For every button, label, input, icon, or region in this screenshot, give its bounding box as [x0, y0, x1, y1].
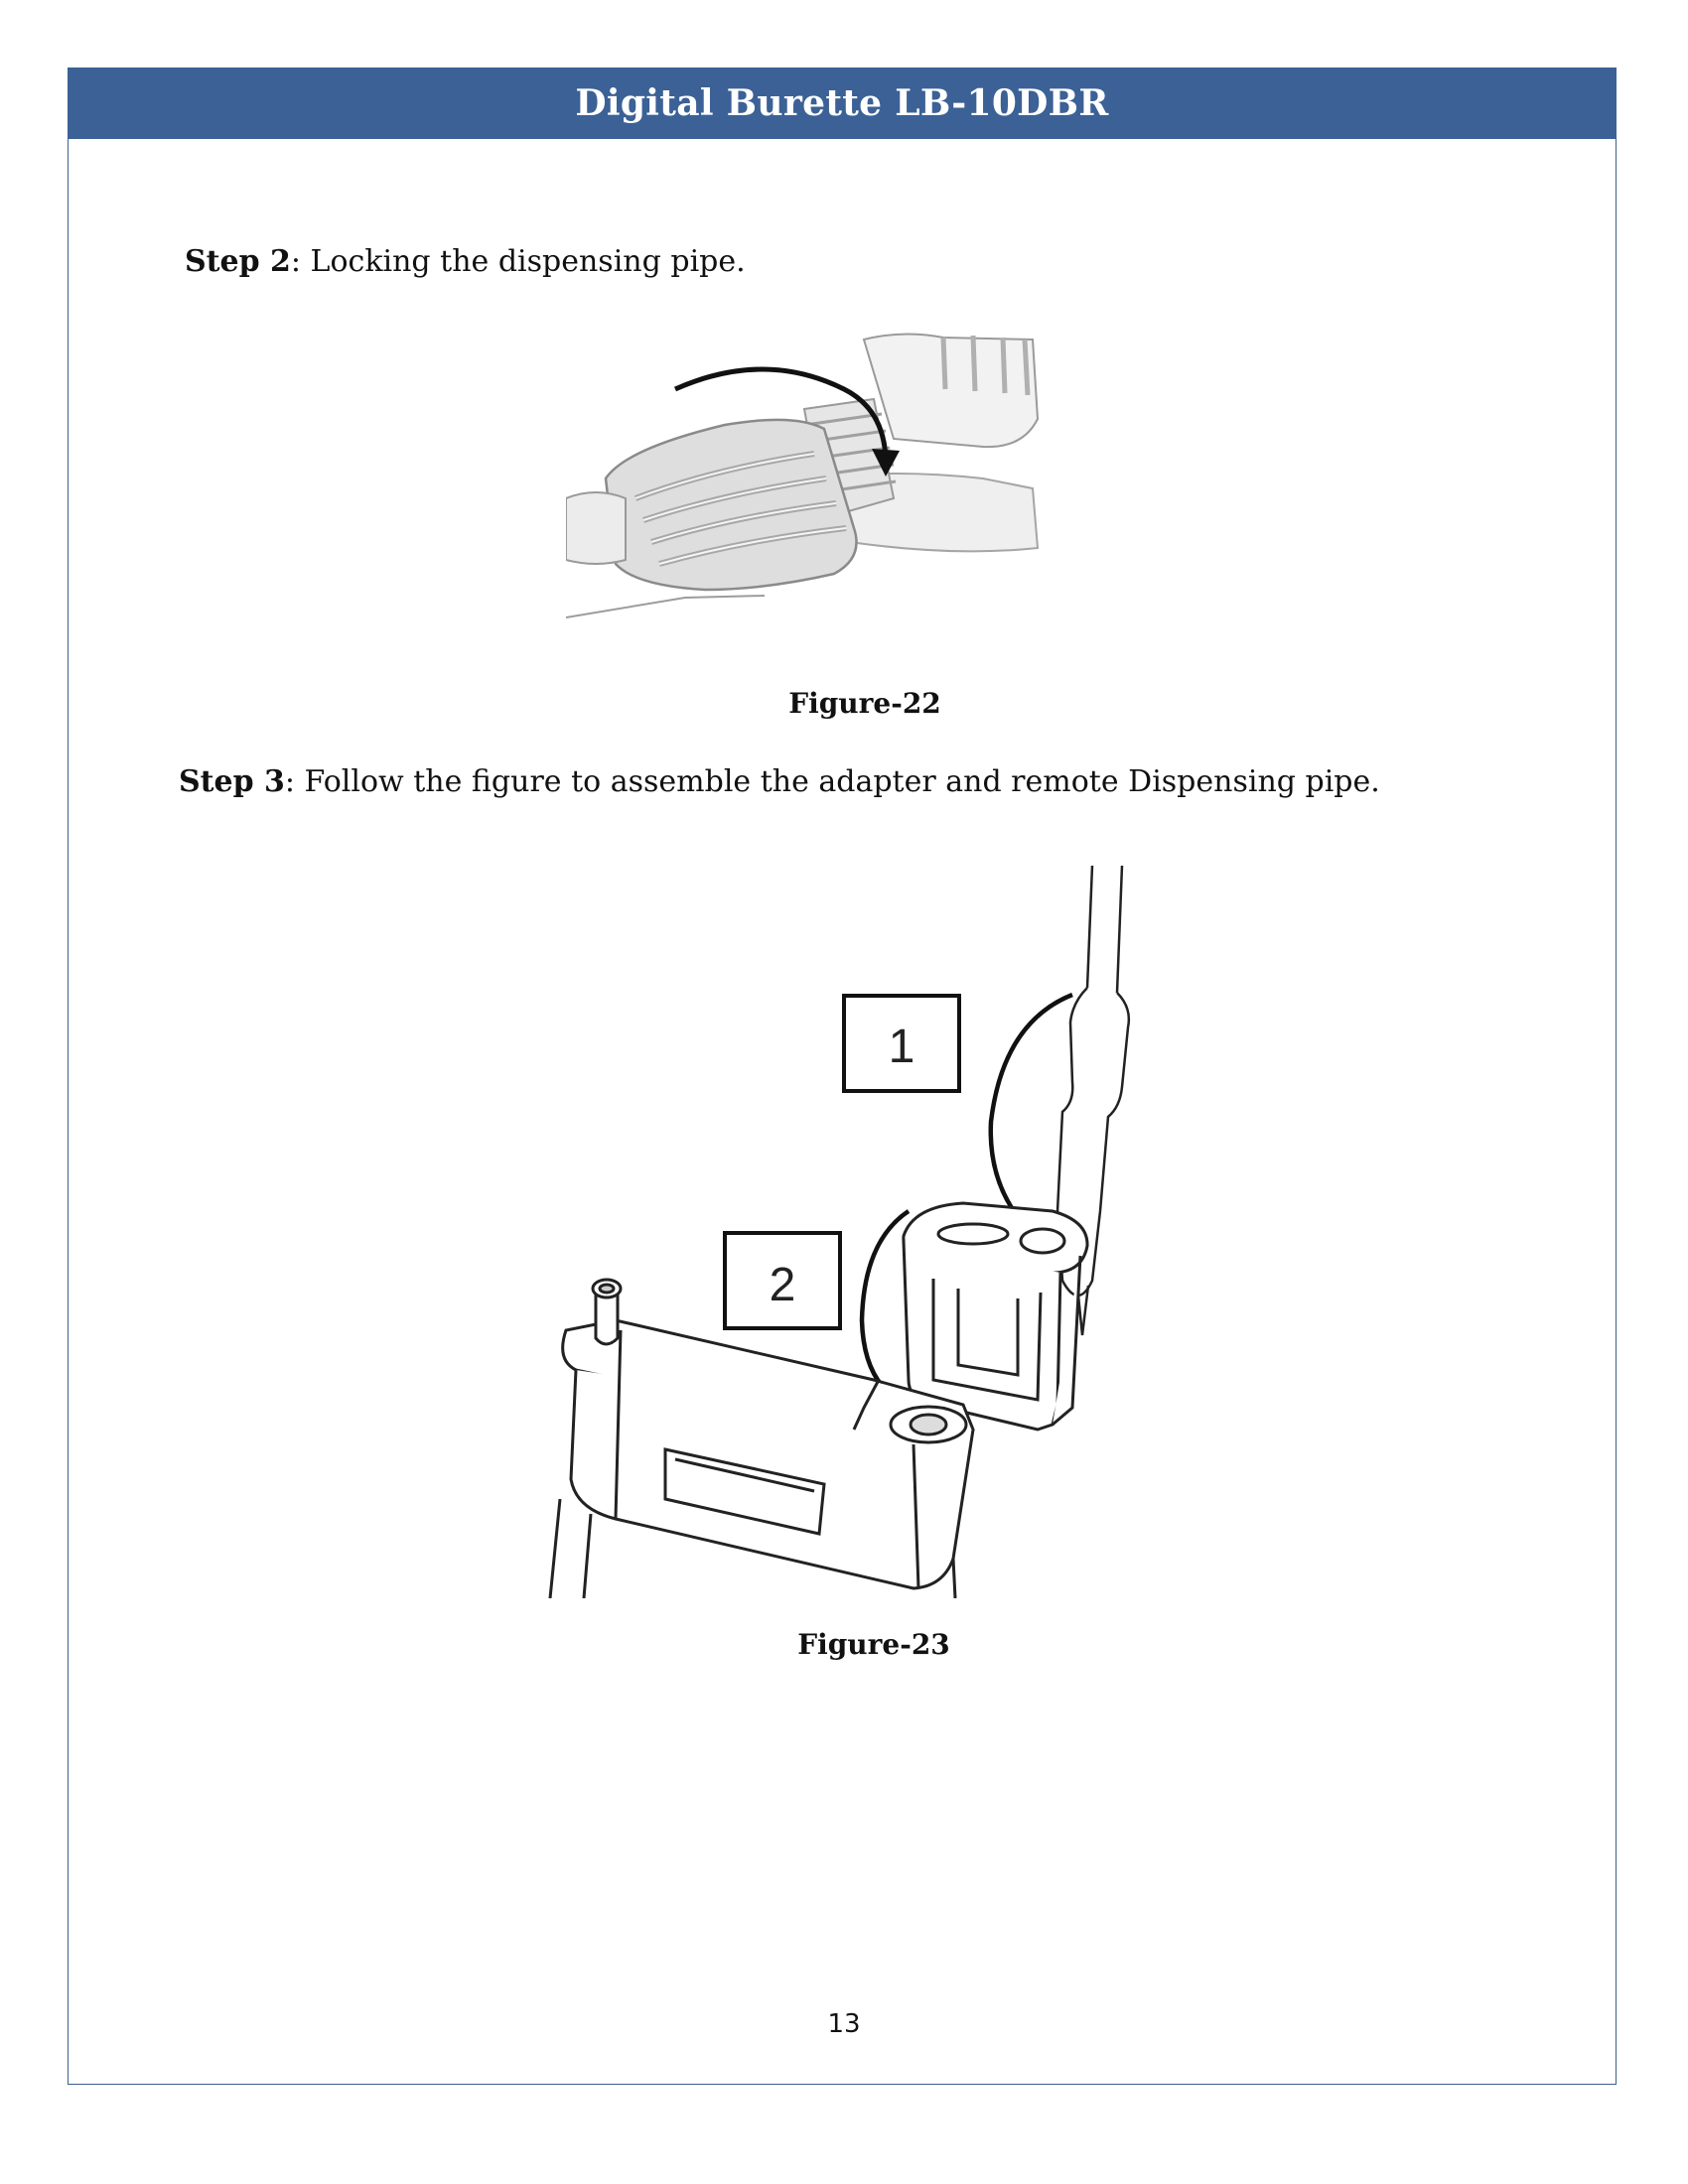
callout-1-label: 1 [888, 1021, 915, 1073]
callout-2-label: 2 [769, 1259, 796, 1311]
figure-22-illustration [566, 330, 1043, 639]
step-2-label: Step 2 [185, 244, 291, 279]
document-header [68, 68, 1617, 139]
figure-22-caption: Figure-22 [788, 687, 941, 720]
step-3-label: Step 3 [179, 764, 285, 799]
step-3-text: : Follow the figure to assemble the adapter and remote Dispensing pipe. [284, 764, 1380, 799]
step-2-instruction [185, 244, 746, 279]
step-3-instruction [179, 764, 1380, 799]
document-title: Digital Burette LB-10DBR [575, 82, 1109, 124]
page-number: 13 [827, 2009, 861, 2039]
step-2-text: : Locking the dispensing pipe. [290, 244, 746, 279]
figure-23-caption: Figure-23 [797, 1628, 950, 1661]
figure-23-illustration [536, 864, 1172, 1598]
